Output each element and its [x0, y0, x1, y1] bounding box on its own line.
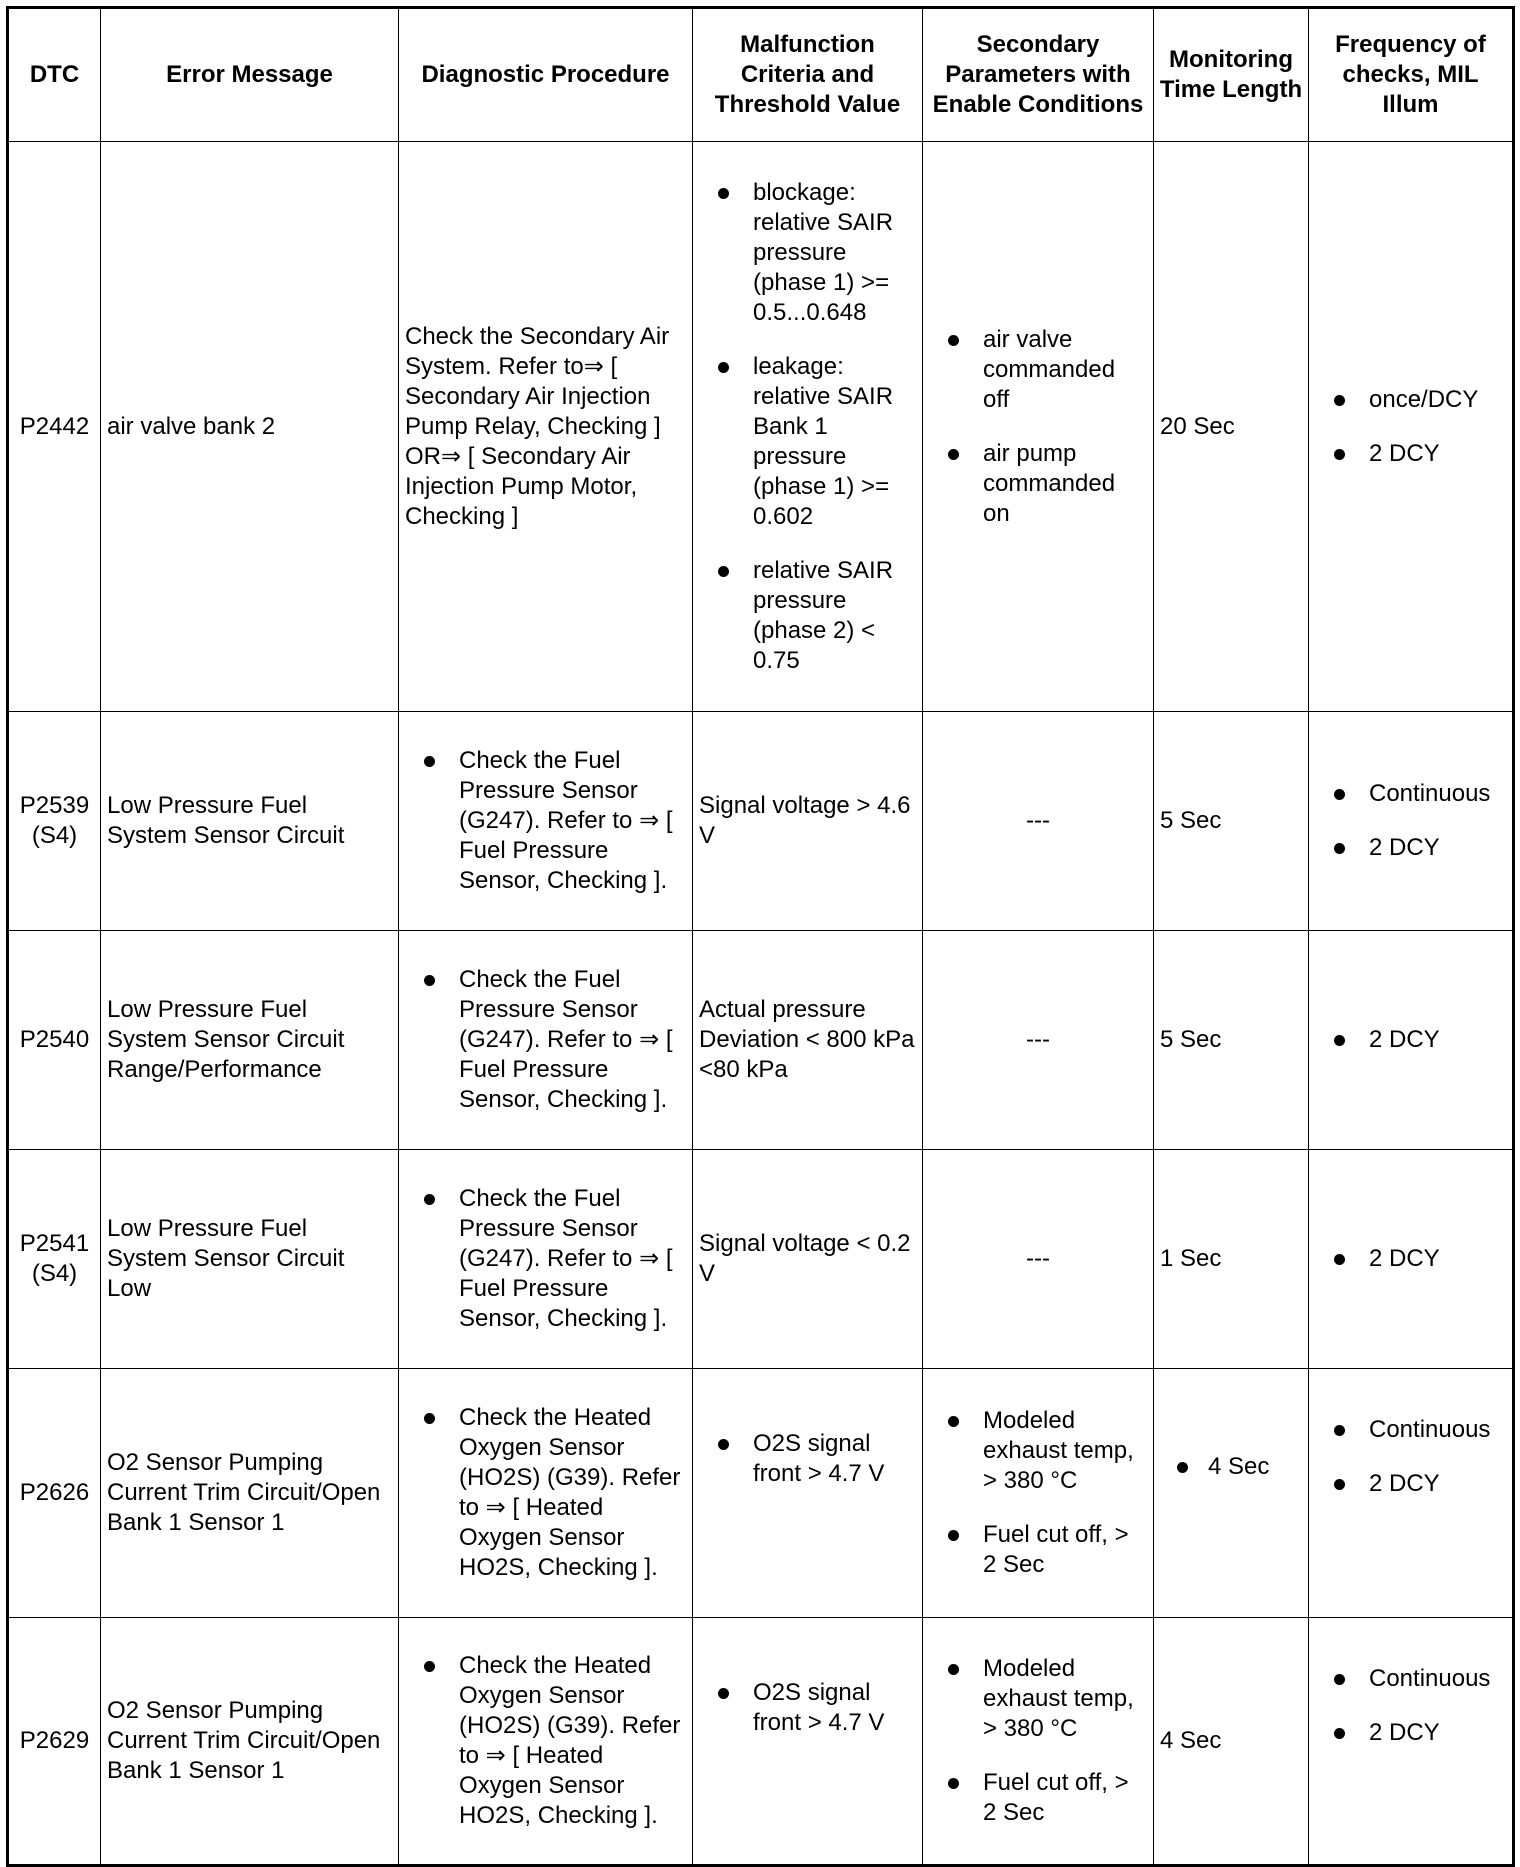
list-item: 2 DCY [1315, 1244, 1506, 1274]
diagnostic-procedure [399, 712, 693, 931]
list-item: once/DCY [1315, 385, 1506, 415]
bullet-icon [424, 1661, 435, 1672]
frequency [1309, 931, 1514, 1150]
malfunction-criteria [693, 1618, 923, 1866]
bullet-icon [424, 1194, 435, 1205]
bullet-icon [948, 1778, 959, 1789]
bullet-icon [1177, 1462, 1188, 1473]
header-frequency: Frequency of checks, MIL Illum [1309, 8, 1514, 142]
secondary-parameters: --- [923, 1150, 1154, 1369]
list-item: Check the Fuel Pressure Sensor (G247). Refer to ⇒ [ Fuel Pressure Sensor, Checking ]. [405, 1184, 686, 1334]
list-item: Check the Heated Oxygen Sensor (HO2S) (G39). Refer to ⇒ [ Heated Oxygen Sensor HO2S, Checking ]. [405, 1403, 686, 1583]
error-message: Low Pressure Fuel System Sensor Circuit Range/Performance [101, 931, 399, 1150]
bullet-icon [424, 975, 435, 986]
error-message: O2 Sensor Pumping Current Trim Circuit/Open Bank 1 Sensor 1 [101, 1369, 399, 1618]
frequency [1309, 1369, 1514, 1618]
bullet-icon [718, 566, 729, 577]
bullet-icon [1334, 1035, 1345, 1046]
bullet-icon [1334, 1728, 1345, 1739]
monitoring-time: 1 Sec [1154, 1150, 1309, 1369]
header-error-message: Error Message [101, 8, 399, 142]
dtc-code: P2539 (S4) [8, 712, 101, 931]
diagnostic-procedure [399, 1618, 693, 1866]
secondary-parameters: --- [923, 931, 1154, 1150]
table-row [8, 142, 1514, 712]
malfunction-criteria [693, 1369, 923, 1618]
secondary-parameters [923, 1618, 1154, 1866]
list-item: 2 DCY [1315, 1469, 1506, 1499]
frequency [1309, 712, 1514, 931]
secondary-parameters [923, 1369, 1154, 1618]
secondary-parameters: --- [923, 712, 1154, 931]
list-item: 2 DCY [1315, 439, 1506, 469]
diagnostic-procedure [399, 1150, 693, 1369]
dtc-table [6, 6, 1515, 1867]
header-monitoring-time: Monitoring Time Length [1154, 8, 1309, 142]
malfunction-criteria [693, 142, 923, 712]
diagnostic-procedure [399, 1369, 693, 1618]
list-item: Continuous [1315, 1664, 1506, 1694]
header-row [8, 8, 1514, 142]
list-item: 2 DCY [1315, 1025, 1506, 1055]
header-malfunction-criteria: Malfunction Criteria and Threshold Value [693, 8, 923, 142]
dtc-code: P2541 (S4) [8, 1150, 101, 1369]
bullet-icon [948, 335, 959, 346]
header-secondary-parameters: Secondary Parameters with Enable Conditions [923, 8, 1154, 142]
secondary-parameters [923, 142, 1154, 712]
bullet-icon [1334, 1425, 1345, 1436]
list-item: Fuel cut off, > 2 Sec [929, 1520, 1147, 1580]
list-item: Check the Fuel Pressure Sensor (G247). Refer to ⇒ [ Fuel Pressure Sensor, Checking ]. [405, 746, 686, 896]
malfunction-criteria: Actual pressure Deviation < 800 kPa <80 kPa [693, 931, 923, 1150]
error-message: Low Pressure Fuel System Sensor Circuit Low [101, 1150, 399, 1369]
frequency [1309, 1150, 1514, 1369]
frequency [1309, 1618, 1514, 1866]
list-item: Check the Heated Oxygen Sensor (HO2S) (G39). Refer to ⇒ [ Heated Oxygen Sensor HO2S, Checking ]. [405, 1651, 686, 1831]
monitoring-time: 20 Sec [1154, 142, 1309, 712]
list-item: 4 Sec [1160, 1452, 1302, 1482]
error-message: Low Pressure Fuel System Sensor Circuit [101, 712, 399, 931]
bullet-icon [424, 1413, 435, 1424]
malfunction-criteria: Signal voltage > 4.6 V [693, 712, 923, 931]
malfunction-criteria: Signal voltage < 0.2 V [693, 1150, 923, 1369]
monitoring-time [1154, 1369, 1309, 1618]
bullet-icon [718, 1439, 729, 1450]
bullet-icon [1334, 1479, 1345, 1490]
table-row [8, 712, 1514, 931]
dtc-code: P2626 [8, 1369, 101, 1618]
bullet-icon [1334, 1254, 1345, 1265]
bullet-icon [718, 362, 729, 373]
dtc-code: P2629 [8, 1618, 101, 1866]
list-item: blockage: relative SAIR pressure (phase 1) >= 0.5...0.648 [699, 178, 916, 328]
table-row [8, 1369, 1514, 1618]
bullet-icon [948, 1530, 959, 1541]
diagnostic-procedure: Check the Secondary Air System. Refer to⇒ [ Secondary Air Injection Pump Relay, Checking ] OR⇒ [ Secondary Air Injection Pump Motor, Checking ] [399, 142, 693, 712]
bullet-icon [718, 1688, 729, 1699]
list-item: Fuel cut off, > 2 Sec [929, 1768, 1147, 1828]
list-item: Check the Fuel Pressure Sensor (G247). Refer to ⇒ [ Fuel Pressure Sensor, Checking ]. [405, 965, 686, 1115]
table-row [8, 931, 1514, 1150]
list-item: leakage: relative SAIR Bank 1 pressure (phase 1) >= 0.602 [699, 352, 916, 532]
bullet-icon [948, 1416, 959, 1427]
monitoring-time: 4 Sec [1154, 1618, 1309, 1866]
header-dtc: DTC [8, 8, 101, 142]
list-item: 2 DCY [1315, 833, 1506, 863]
bullet-icon [948, 1664, 959, 1675]
list-item: relative SAIR pressure (phase 2) < 0.75 [699, 556, 916, 676]
list-item: Modeled exhaust temp, > 380 °C [929, 1654, 1147, 1744]
table-row [8, 1150, 1514, 1369]
frequency [1309, 142, 1514, 712]
bullet-icon [1334, 789, 1345, 800]
bullet-icon [1334, 1674, 1345, 1685]
bullet-icon [1334, 449, 1345, 460]
monitoring-time: 5 Sec [1154, 931, 1309, 1150]
bullet-icon [1334, 395, 1345, 406]
table-row [8, 1618, 1514, 1866]
error-message: air valve bank 2 [101, 142, 399, 712]
list-item: Modeled exhaust temp, > 380 °C [929, 1406, 1147, 1496]
bullet-icon [1334, 843, 1345, 854]
dtc-code: P2442 [8, 142, 101, 712]
list-item: air valve commanded off [929, 325, 1147, 415]
list-item: O2S signal front > 4.7 V [699, 1429, 916, 1489]
list-item: O2S signal front > 4.7 V [699, 1678, 916, 1738]
bullet-icon [948, 449, 959, 460]
header-diagnostic-procedure: Diagnostic Procedure [399, 8, 693, 142]
bullet-icon [718, 188, 729, 199]
list-item: air pump commanded on [929, 439, 1147, 529]
monitoring-time: 5 Sec [1154, 712, 1309, 931]
list-item: Continuous [1315, 779, 1506, 809]
list-item: 2 DCY [1315, 1718, 1506, 1748]
diagnostic-procedure [399, 931, 693, 1150]
list-item: Continuous [1315, 1415, 1506, 1445]
dtc-code: P2540 [8, 931, 101, 1150]
bullet-icon [424, 756, 435, 767]
error-message: O2 Sensor Pumping Current Trim Circuit/Open Bank 1 Sensor 1 [101, 1618, 399, 1866]
